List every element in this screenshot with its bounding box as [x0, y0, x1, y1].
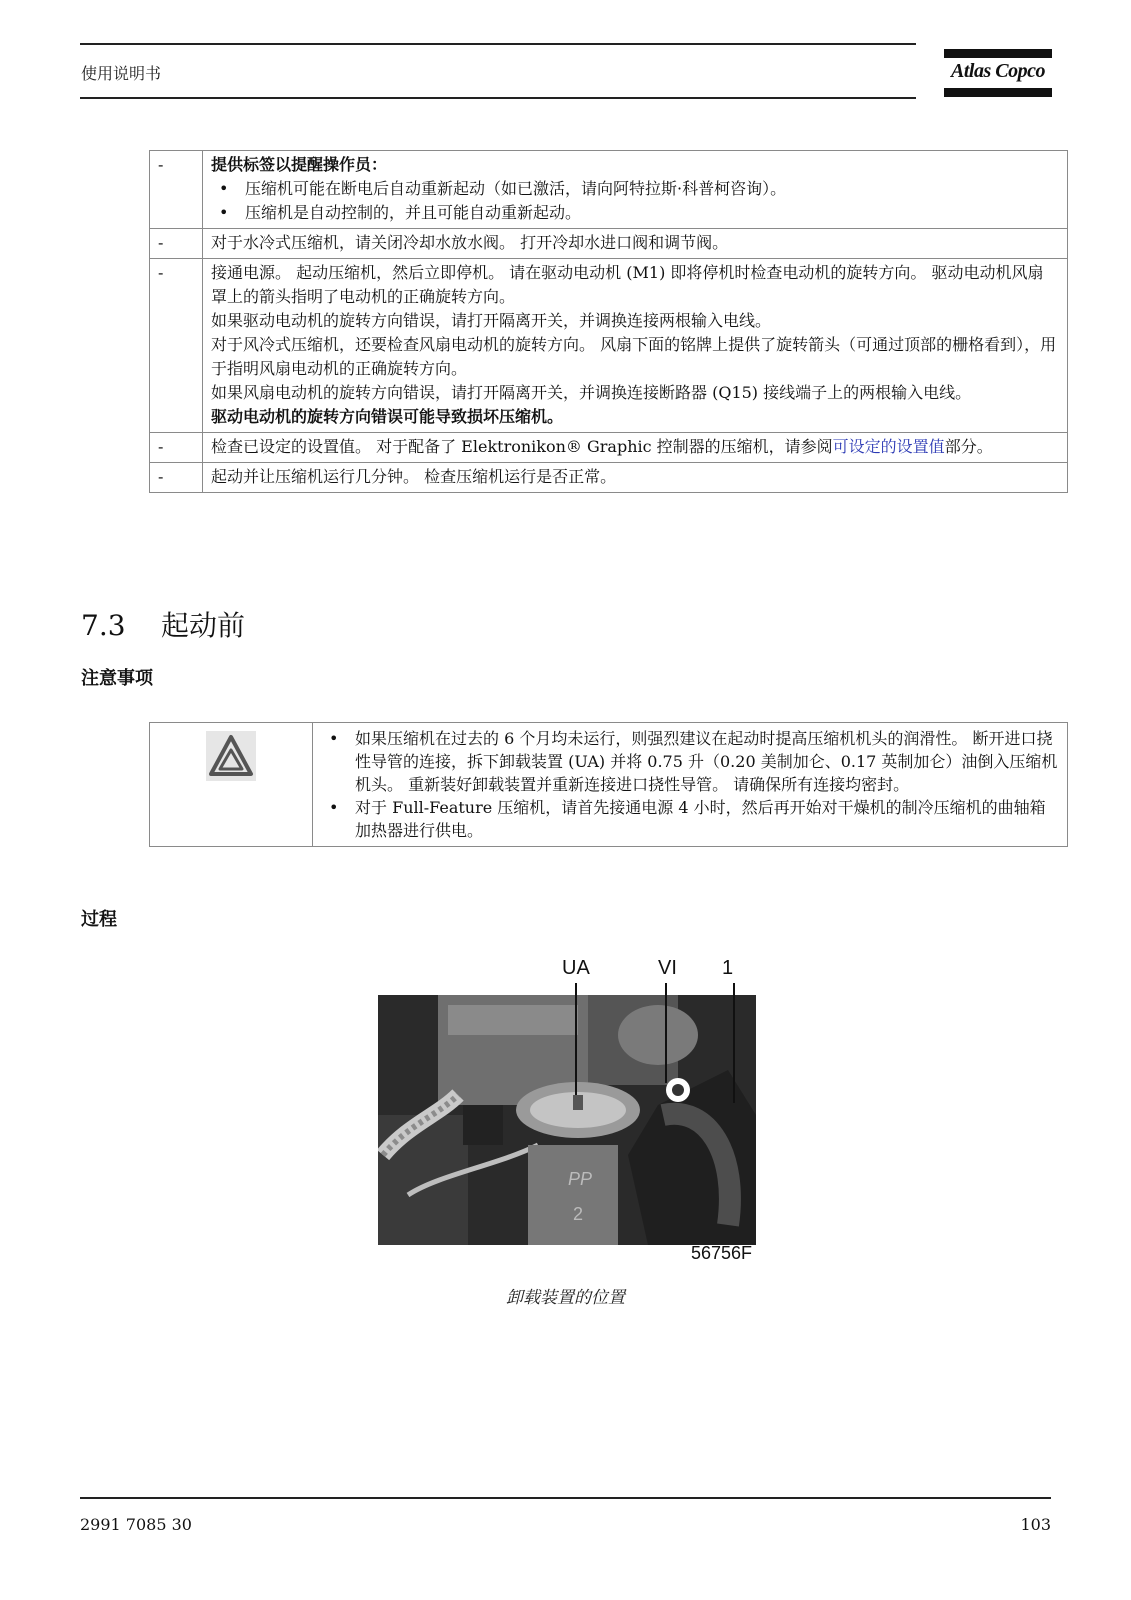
step-cell: [203, 433, 1068, 463]
warning-triangle-icon: [206, 766, 256, 785]
footer-rule: [80, 1497, 1051, 1499]
step-text: 对于水冷式压缩机，请关闭冷却水放水阀。 打开冷却水进口阀和调节阀。: [203, 229, 1068, 259]
table-row: [150, 259, 1068, 433]
step-line: 如果风扇电动机的旋转方向错误，请打开隔离开关，并调换连接断路器 (Q15) 接线端子上的两根输入电线。: [211, 383, 972, 402]
document-title: 使用说明书: [81, 64, 162, 83]
header-rule-top: [80, 43, 916, 45]
figure-label-1: 1: [722, 957, 734, 979]
step-cell: [203, 151, 1068, 229]
document-number: 2991 7085 30: [80, 1515, 192, 1534]
table-row: [150, 723, 1068, 847]
precautions-list: [313, 723, 1068, 847]
section-heading: [81, 604, 245, 644]
step-line: 对于风冷式压缩机，还要检查风扇电动机的旋转方向。 风扇下面的铭牌上提供了旋转箭头（可通过顶部的栅格看到），用于指明风扇电动机的正确旋转方向。: [211, 335, 1057, 378]
step-text: 部分。: [944, 437, 993, 456]
list-item: • 压缩机是自动控制的，并且可能自动重新起动。: [211, 201, 1059, 225]
table-row: [150, 433, 1068, 463]
row-marker: -: [150, 259, 203, 433]
leader-line-1: [733, 983, 735, 1103]
step-line: 如果驱动电动机的旋转方向错误，请打开隔离开关，并调换连接两根输入电线。: [211, 311, 772, 330]
section-number: 7.3: [81, 609, 126, 642]
casting-mark-pp: PP: [568, 1169, 593, 1189]
row-marker: -: [150, 463, 203, 493]
header-rule-bottom: [80, 97, 916, 99]
precautions-table: [149, 722, 1068, 847]
figure-label-ua: UA: [562, 957, 590, 979]
steps-table: [149, 150, 1068, 493]
step-warning: 驱动电动机的旋转方向错误可能导致损坏压缩机。: [211, 407, 564, 426]
page-number: 103: [1020, 1515, 1051, 1534]
step-text: 检查已设定的设置值。 对于配备了 Elektronikon® Graphic 控制器的压缩机，请参阅: [211, 437, 833, 456]
leader-line-vi: [665, 983, 667, 1083]
step-line: 接通电源。 起动压缩机，然后立即停机。 请在驱动电动机 (M1) 即将停机时检查电动机的旋转方向。 驱动电动机风扇罩上的箭头指明了电动机的正确旋转方向。: [211, 263, 1044, 306]
table-row: [150, 229, 1068, 259]
precautions-heading: 注意事项: [81, 668, 153, 689]
row-marker: -: [150, 151, 203, 229]
figure-caption: 卸载装置的位置: [506, 1288, 625, 1308]
atlas-copco-logo: [944, 49, 1052, 99]
table-row: [150, 151, 1068, 229]
row-marker: -: [150, 229, 203, 259]
figure-label-vi: VI: [658, 957, 677, 979]
list-item: • 压缩机可能在断电后自动重新起动（如已激活，请向阿特拉斯·科普柯咨询）。: [211, 177, 1059, 201]
list-item: • 如果压缩机在过去的 6 个月均未运行，则强烈建议在起动时提高压缩机机头的润滑性。 断开进口挠性导管的连接，拆下卸载装置 (UA) 并将 0.75 升（0.20 美制加仑、0.17 英制加仑）油倒入压缩机机头。 重新装好卸载装置并重新连接进口挠性导管。 请确保所有连接均密封。: [321, 727, 1059, 796]
logo-text: Atlas Copco: [951, 60, 1045, 82]
unloader-photo: [378, 995, 756, 1245]
step-heading: 提供标签以提醒操作员：: [211, 155, 388, 174]
table-row: [150, 463, 1068, 493]
step-text: 起动并让压缩机运行几分钟。 检查压缩机运行是否正常。: [203, 463, 1068, 493]
row-marker: -: [150, 433, 203, 463]
figure-code: 56756F: [691, 1243, 753, 1263]
section-title: 起动前: [161, 609, 246, 642]
step-cell: [203, 259, 1068, 433]
procedure-heading: 过程: [81, 909, 117, 930]
casting-mark-2: 2: [573, 1204, 584, 1224]
list-item: • 对于 Full-Feature 压缩机，请首先接通电源 4 小时，然后再开始对干燥机的制冷压缩机的曲轴箱加热器进行供电。: [321, 796, 1059, 842]
leader-line-ua: [575, 983, 577, 1095]
icon-cell: [150, 723, 313, 847]
settings-link[interactable]: 可设定的设置值: [832, 437, 945, 456]
